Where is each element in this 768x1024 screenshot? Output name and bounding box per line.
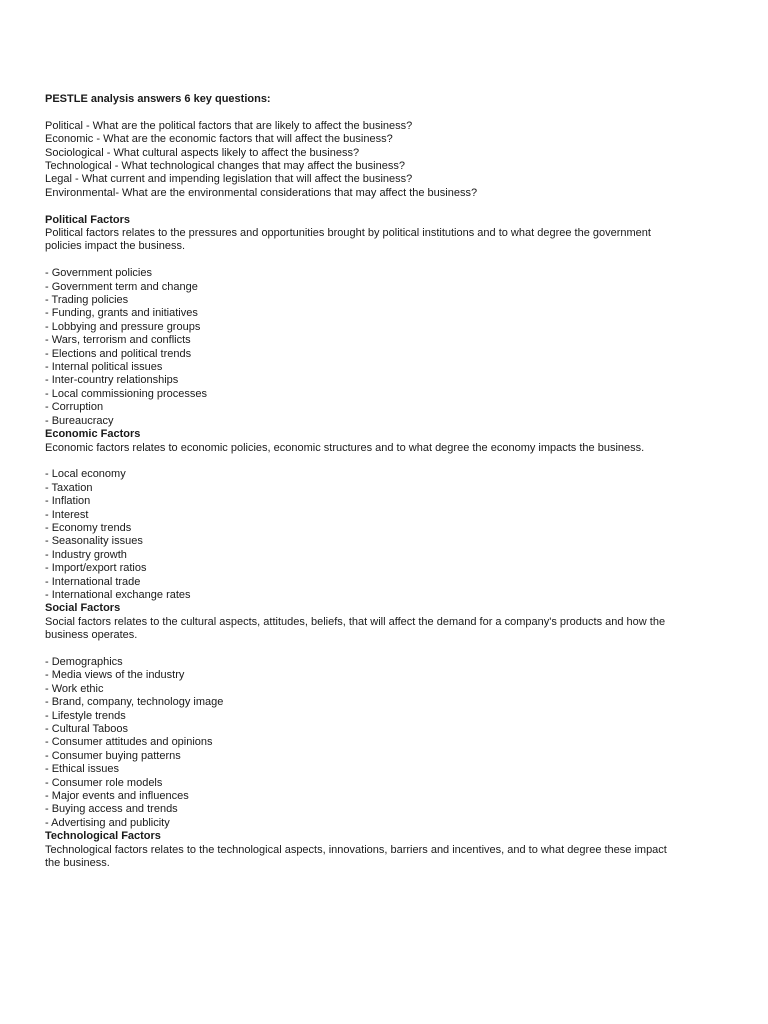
list-item: - Lobbying and pressure groups bbox=[45, 320, 201, 333]
list-item: - Interest bbox=[45, 508, 89, 521]
list-item: - International exchange rates bbox=[45, 588, 191, 601]
list-item: - Cultural Taboos bbox=[45, 723, 128, 736]
list-item: - Economy trends bbox=[45, 521, 132, 534]
technological-heading: Technological Factors bbox=[45, 830, 161, 843]
list-item: - Inter-country relationships bbox=[45, 374, 179, 387]
list-item: - Government term and change bbox=[45, 280, 198, 293]
list-item: - Internal political issues bbox=[45, 361, 163, 374]
list-item: - Consumer buying patterns bbox=[45, 749, 181, 762]
political-heading: Political Factors bbox=[45, 213, 130, 226]
list-item: - Ethical issues bbox=[45, 763, 119, 776]
list-item: - Government policies bbox=[45, 267, 152, 280]
economic-section bbox=[45, 428, 685, 455]
key-questions-list bbox=[45, 120, 685, 200]
question-environmental: Environmental- What are the environmental considerations that may affect the business? bbox=[45, 186, 478, 199]
list-item: - Taxation bbox=[45, 481, 93, 494]
list-item: - Elections and political trends bbox=[45, 347, 192, 360]
list-item: - Consumer attitudes and opinions bbox=[45, 736, 213, 749]
question-legal: Legal - What current and impending legislation that will affect the business? bbox=[45, 173, 413, 186]
list-item: - Funding, grants and initiatives bbox=[45, 307, 198, 320]
social-section bbox=[45, 602, 685, 642]
social-factors-list bbox=[45, 656, 685, 830]
social-description: Social factors relates to the cultural aspects, attitudes, beliefs, that will affect the demand for a company's products and how the business operates. bbox=[45, 615, 666, 642]
question-sociological: Sociological - What cultural aspects likely to affect the business? bbox=[45, 146, 360, 159]
list-item: - Trading policies bbox=[45, 294, 129, 307]
political-section bbox=[45, 214, 685, 254]
list-item: - Media views of the industry bbox=[45, 669, 185, 682]
list-item: - Brand, company, technology image bbox=[45, 696, 224, 709]
list-item: - Seasonality issues bbox=[45, 535, 143, 548]
list-item: - Lifestyle trends bbox=[45, 709, 126, 722]
list-item: - Wars, terrorism and conflicts bbox=[45, 334, 191, 347]
list-item: - Work ethic bbox=[45, 682, 104, 695]
list-item: - Industry growth bbox=[45, 548, 127, 561]
list-item: - Buying access and trends bbox=[45, 803, 178, 816]
list-item: - Corruption bbox=[45, 401, 104, 414]
technological-section bbox=[45, 830, 685, 870]
list-item: - Inflation bbox=[45, 495, 91, 508]
social-heading: Social Factors bbox=[45, 602, 121, 615]
question-political: Political - What are the political factors that are likely to affect the business? bbox=[45, 119, 413, 132]
political-description: Political factors relates to the pressures and opportunities brought by political institutions and to what degree the government policies impact the business. bbox=[45, 227, 651, 253]
list-item: - International trade bbox=[45, 575, 141, 588]
list-item: - Bureaucracy bbox=[45, 414, 114, 427]
list-item: - Demographics bbox=[45, 655, 123, 668]
list-item: - Consumer role models bbox=[45, 776, 163, 789]
list-item: - Local economy bbox=[45, 468, 126, 481]
economic-heading: Economic Factors bbox=[45, 428, 141, 441]
list-item: - Local commissioning processes bbox=[45, 387, 208, 400]
economic-description: Economic factors relates to economic policies, economic structures and to what degree the economy impacts the business. bbox=[45, 441, 645, 454]
list-item: - Advertising and publicity bbox=[45, 816, 170, 829]
political-factors-list bbox=[45, 267, 685, 428]
list-item: - Import/export ratios bbox=[45, 562, 147, 575]
document-page bbox=[45, 93, 685, 884]
document-title: PESTLE analysis answers 6 key questions: bbox=[45, 93, 271, 105]
economic-factors-list bbox=[45, 468, 685, 602]
list-item: - Major events and influences bbox=[45, 790, 189, 803]
question-technological: Technological - What technological changes that may affect the business? bbox=[45, 160, 405, 173]
question-economic: Economic - What are the economic factors that will affect the business? bbox=[45, 133, 393, 146]
technological-description: Technological factors relates to the technological aspects, innovations, barriers and incentives, and to what degree these impact the business. bbox=[45, 843, 667, 870]
